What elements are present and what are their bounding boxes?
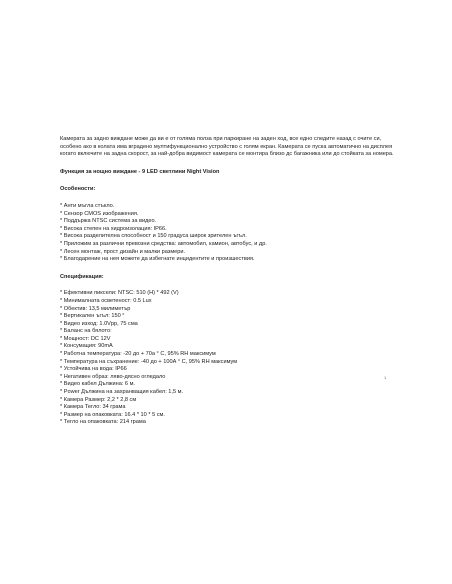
list-item: * Висока разделителна способност и 150 градуса широк зрителен ъгъл.: [60, 233, 247, 240]
list-item: * Приложим за различни превозни средства: автомобил, камион, автобус, и др.: [60, 240, 267, 247]
list-item: * Ефективни пиксели: NTSC: 510 (H) * 492 (V): [60, 290, 179, 297]
page-number: 1: [384, 375, 387, 380]
list-item: * Размер на опаковката: 16.4 * 10 * 5 см.: [60, 411, 165, 418]
list-item: * Негативен образ: ляво-дясно огледало: [60, 373, 166, 380]
specs-list: [60, 290, 400, 427]
list-item: * Анти мъгла стъкло.: [60, 202, 115, 209]
list-item: * Power Дължина на захранващия кабел: 1,5 м.: [60, 389, 184, 396]
night-vision-subtitle: Функция за нощно виждане - 9 LED светлини Night Vision: [60, 168, 220, 175]
list-item: * Консумация: 90mA: [60, 343, 113, 350]
list-item: * Работна температура: -20 до + 70а ° C, 95% RH максимум: [60, 351, 216, 358]
list-item: * Тегло на опаковката: 214 грама: [60, 419, 146, 426]
list-item: * Минималната осветеност: 0.5 Lux: [60, 297, 152, 304]
features-list: [60, 203, 400, 264]
list-item: * Висока степен на хидроизолация: IP66.: [60, 225, 167, 232]
features-heading: Особености:: [60, 186, 96, 193]
list-item: * Лесен монтаж, прост дизайн и малки размери.: [60, 248, 186, 255]
intro-paragraph: Камерата за задно виждане може да ви е от голяма полза при паркиране на заден ход, все едно следите назад с очите си, особено ако в колата има вградено мултифункционално устройство с голям екран. Камерата се пуска автоматично на дисплея когато включите на задна скорост, за най-добра видимост камерата се монтира близо дс багажника или до стойката за номера.: [60, 136, 394, 158]
list-item: * Видео кабел Дължина: 6 м.: [60, 381, 135, 388]
list-item: * Сензор CMOS изображения.: [60, 210, 139, 217]
document-body: [60, 136, 400, 437]
list-item: * Камера Размер: 2,2 * 2,8 см: [60, 396, 137, 403]
list-item: * Вертикален ъгъл: 150 °: [60, 313, 125, 320]
list-item: * Баланс на бялото:: [60, 328, 112, 335]
list-item: * Поддържа NTSC система за видео.: [60, 218, 157, 225]
specs-heading: Спецификация:: [60, 273, 104, 280]
list-item: * Благодарение на нея можете да избегнате инцидентите и произшествия.: [60, 256, 255, 263]
list-item: * Видео изход: 1.0Vpp, 75 сма: [60, 320, 138, 327]
list-item: * Температура на съхранение: -40 до + 100А ° C, 95% RH максимум: [60, 358, 238, 365]
list-item: * Устойчива на вода: IP66: [60, 366, 127, 373]
list-item: * Мощност: DC 12V: [60, 335, 111, 342]
list-item: * Камера Тегло: 34 грама: [60, 404, 126, 411]
list-item: * Обектив: 13,5 милиметър: [60, 305, 131, 312]
